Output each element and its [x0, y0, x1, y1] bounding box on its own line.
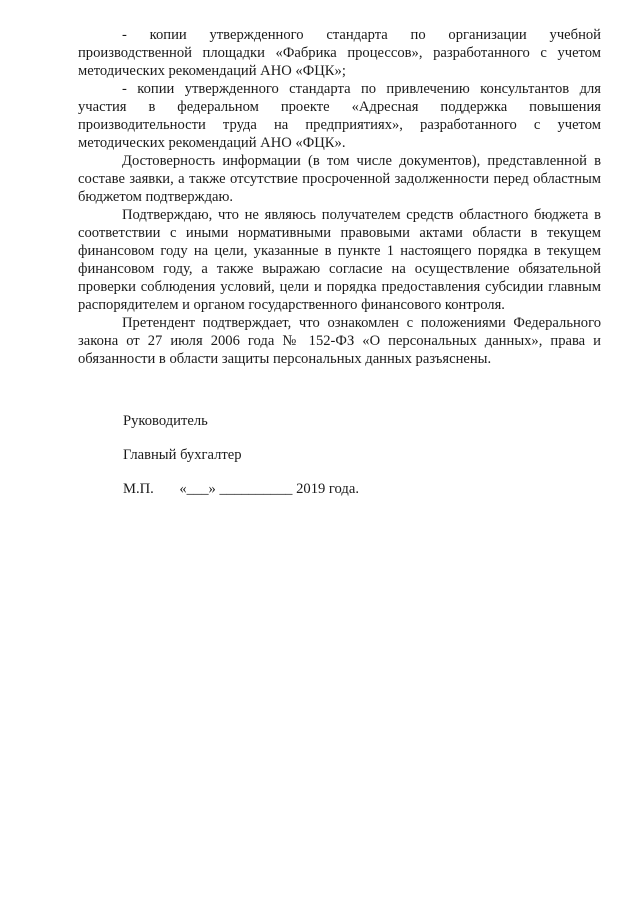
paragraph-standard-consultants: - копии утвержденного стандарта по привлечению консультантов для участия в федеральном проекте «Адресная поддержка повышения производительности труда на предприятиях», разработанного с учетом методических рекомендаций АНО «ФЦК».: [78, 81, 601, 151]
paragraph-confirmation: Подтверждаю, что не являюсь получателем средств областного бюджета в соответствии с иными нормативными правовыми актами области в текущем финансовом году на цели, указанные в пункте 1 настоящего порядка в текущем финансовом году, а также выражаю согласие на осуществление обязательной проверки соблюдения условий, цели и порядка предоставления субсидии главным распорядителем и органом государственного финансового контроля.: [78, 207, 601, 313]
stamp-date-line: М.П. «___» __________ 2019 года.: [123, 481, 359, 497]
signature-block: [123, 412, 573, 514]
document-body: [78, 26, 601, 368]
paragraph-standard-fabrika: - копии утвержденного стандарта по организации учебной производственной площадки «Фабрика процессов», разработанного с учетом методических рекомендаций АНО «ФЦК»;: [78, 27, 601, 79]
head-signature-label: Руководитель: [123, 413, 208, 429]
accountant-signature-label: Главный бухгалтер: [123, 447, 242, 463]
paragraph-personal-data: Претендент подтверждает, что ознакомлен с положениями Федерального закона от 27 июля 2006 года № 152-ФЗ «О персональных данных», права и обязанности в области защиты персональных данных разъяснены.: [78, 315, 601, 367]
paragraph-reliability: Достоверность информации (в том числе документов), представленной в составе заявки, а также отсутствие просроченной задолженности перед областным бюджетом подтверждаю.: [78, 153, 601, 205]
